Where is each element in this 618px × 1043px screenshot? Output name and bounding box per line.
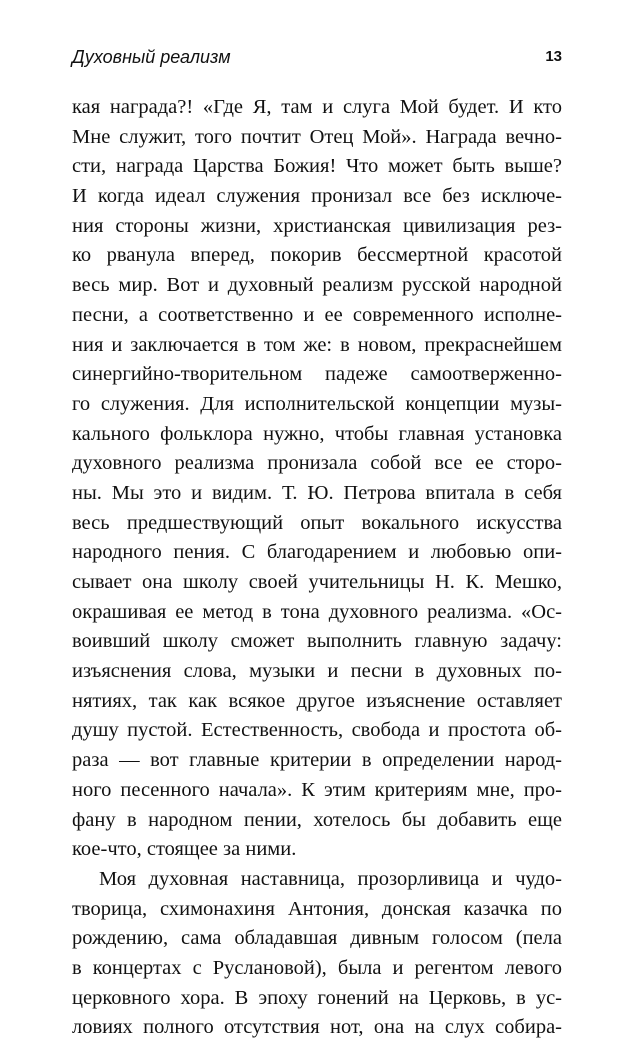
text-line: кая награда?! «Где Я, там и слуга Мой будет. И кто [72,96,562,118]
text-line: фану в народном пении, хотелось бы добавить еще [72,808,562,831]
text-line: ко рванула вперед, покорив бессмертной красотой [72,244,562,267]
text-line: песни, а соответственно и ее современного исполне- [72,303,562,326]
page-header [72,44,562,70]
text-line: сти, награда Царства Божия! Что может быть выше? [72,155,562,178]
text-line: И когда идеал служения пронизал все без исключе- [72,185,562,208]
text-line: ловиях полного отсутствия нот, она на слух собира- [72,1016,562,1039]
text-line: в концертах с Руслановой), была и регентом левого [72,956,562,979]
text-line: сывает она школу своей учительницы Н. К. Мешко, [72,571,562,593]
text-line: синергийно-творительном падеже самоотверженно- [72,363,562,386]
text-line: изъяснения слова, музыки и песни в духовных по- [72,660,562,683]
body-text [72,93,562,1043]
text-line: окрашивая ее метод в тона духовного реализма. «Ос- [72,600,562,623]
text-line: воивший школу сможет выполнить главную задачу: [72,630,562,653]
text-line: ны. Мы это и видим. Т. Ю. Петрова впитала в себя [72,481,562,504]
text-line: нятиях, так как всякое другое изъяснение оставляет [72,689,562,712]
running-title: Духовный реализм [72,47,231,67]
text-line: Моя духовная наставница, прозорливица и чудо- [99,867,562,890]
paragraph [72,865,562,1043]
text-line: творица, схимонахиня Антония, донская казачка по [72,897,562,920]
text-line: весь мир. Вот и духовный реализм русской народной [72,274,562,297]
text-line: кое-что, стоящее за ними. [72,838,297,861]
page-number: 13 [545,48,562,65]
text-line: Мне служит, того почтит Отец Мой». Награда вечно- [72,125,562,148]
text-line: весь предшествующий опыт вокального искусства [72,511,562,534]
text-line: ния стороны жизни, христианская цивилизация рез- [72,214,562,237]
text-line: душу пустой. Естественность, свобода и простота об- [72,719,562,742]
text-line: го служения. Для исполнительской концепции музы- [72,392,562,415]
text-line: ния и заключается в том же: в новом, прекраснейшем [72,333,562,356]
text-line: раза — вот главные критерии в определении народ- [72,749,562,772]
paragraph [72,93,562,865]
text-line: рождению, сама обладавшая дивным голосом (пела [72,927,562,950]
text-line: церковного хора. В эпоху гонений на Церковь, в ус- [72,986,562,1009]
text-line: ного песенного начала». К этим критериям мне, про- [72,778,562,801]
text-line: кального фольклора нужно, чтобы главная установка [72,422,562,445]
text-line: духовного реализма пронизала собой все ее сторо- [72,452,562,475]
text-line: народного пения. С благодарением и любовью опи- [72,541,562,564]
